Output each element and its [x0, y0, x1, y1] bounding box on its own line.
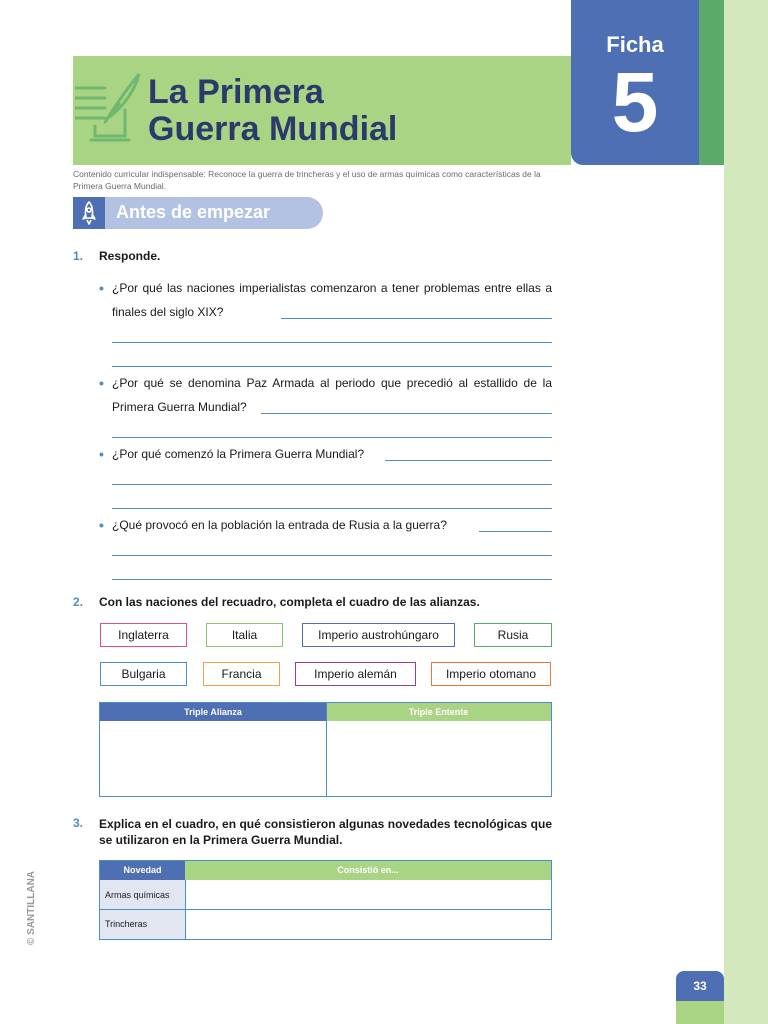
bullet-marker: •: [99, 280, 104, 296]
triple-alianza-header: Triple Alianza: [100, 703, 326, 721]
answer-line[interactable]: [112, 342, 552, 343]
question-3-number: 3.: [73, 816, 84, 830]
novedad-header: Novedad: [100, 861, 185, 880]
ficha-number: 5: [611, 55, 659, 149]
answer-line[interactable]: [112, 555, 552, 556]
answer-line[interactable]: [385, 460, 552, 461]
triple-entente-header: Triple Entente: [326, 703, 551, 721]
question-1b: ¿Por qué se denomina Paz Armada al periodo que precedió al estallido de la Primera Guerra Mundial?: [112, 376, 552, 414]
question-2-number: 2.: [73, 595, 84, 609]
answer-line[interactable]: [112, 484, 552, 485]
row-label-trincheras: Trincheras: [100, 910, 185, 939]
bullet-marker: •: [99, 446, 104, 462]
table-column-divider: [185, 880, 186, 939]
nation-box-imperio-austrohungaro[interactable]: Imperio austrohúngaro: [302, 623, 455, 647]
section-title: Antes de empezar: [116, 202, 271, 222]
section-header: [73, 197, 323, 229]
answer-line[interactable]: [112, 579, 552, 580]
page-number-base: [676, 1001, 724, 1024]
consistio-header: Consistió en...: [185, 861, 551, 880]
row-label-armas-quimicas: Armas químicas: [100, 880, 185, 910]
title-line-2: Guerra Mundial: [148, 109, 398, 148]
nation-box-imperio-otomano[interactable]: Imperio otomano: [431, 662, 551, 686]
right-decorative-strip: [724, 0, 768, 1024]
curricular-note: Contenido curricular indispensable: Reconoce la guerra de trincheras y el uso de armas químicas como características de la Primera Guerra Mundial.: [73, 169, 541, 191]
novedades-table: [99, 860, 552, 940]
nation-box-rusia[interactable]: Rusia: [474, 623, 552, 647]
title-banner: [73, 56, 571, 165]
page-number: 33: [676, 971, 724, 1001]
question-1a: ¿Por qué las naciones imperialistas comenzaron a tener problemas entre ellas a finales del siglo XIX?: [112, 281, 552, 319]
page-title: [148, 74, 397, 147]
question-2-prompt: Con las naciones del recuadro, completa el cuadro de las alianzas.: [99, 595, 480, 609]
alliance-table: [99, 702, 552, 797]
bullet-marker: •: [99, 375, 104, 391]
question-1-number: 1.: [73, 249, 84, 263]
question-1-prompt: Responde.: [99, 249, 161, 263]
answer-line[interactable]: [112, 437, 552, 438]
table-divider: [326, 703, 327, 796]
nation-box-francia[interactable]: Francia: [203, 662, 280, 686]
nation-box-bulgaria[interactable]: Bulgaria: [100, 662, 187, 686]
title-line-1: La Primera: [148, 73, 324, 111]
answer-line[interactable]: [261, 413, 552, 414]
rocket-icon: [73, 197, 105, 229]
question-3-prompt: Explica en el cuadro, en qué consistieron algunas novedades tecnológicas que se utilizaron en la Primera Guerra Mundial.: [99, 817, 552, 847]
ficha-tab: [571, 0, 699, 165]
nation-box-italia[interactable]: Italia: [206, 623, 283, 647]
question-1c: ¿Por qué comenzó la Primera Guerra Mundial?: [112, 447, 365, 461]
answer-line[interactable]: [281, 318, 552, 319]
question-1d: ¿Qué provocó en la población la entrada de Rusia a la guerra?: [112, 518, 447, 532]
copyright-text: © SANTILLANA: [26, 870, 37, 945]
answer-line[interactable]: [112, 508, 552, 509]
bullet-marker: •: [99, 517, 104, 533]
answer-line[interactable]: [479, 531, 552, 532]
ficha-label: Ficha: [606, 32, 664, 57]
nation-box-imperio-aleman[interactable]: Imperio alemán: [295, 662, 416, 686]
right-accent-strip: [699, 0, 724, 165]
answer-line[interactable]: [112, 366, 552, 367]
nation-box-inglaterra[interactable]: Inglaterra: [100, 623, 187, 647]
scroll-quill-icon: [75, 70, 141, 150]
